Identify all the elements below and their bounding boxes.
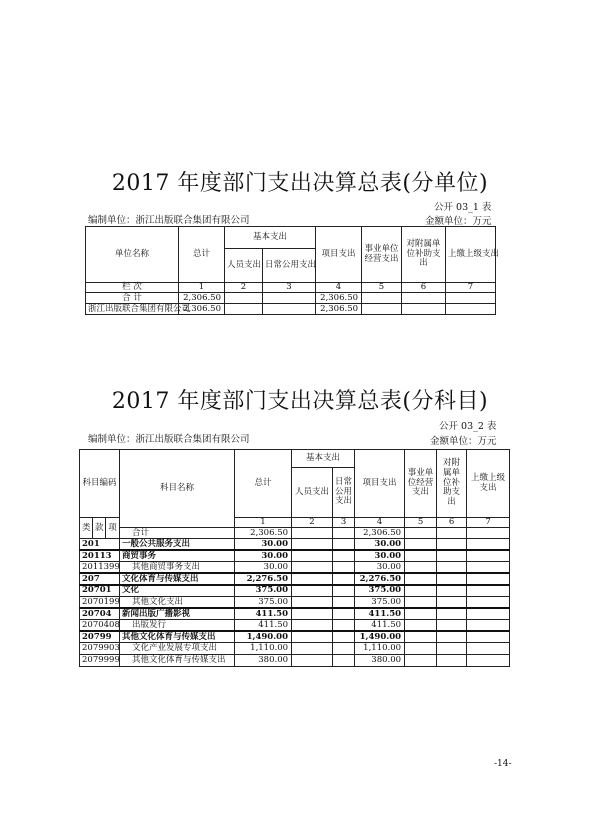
t2-row-project: 30.00 <box>355 539 405 551</box>
t2-header-name: 科目名称 <box>120 450 235 528</box>
t1-cell <box>263 293 316 304</box>
t2-cell <box>405 631 437 643</box>
t2-cell <box>437 643 467 655</box>
t2-cell <box>405 608 437 620</box>
t2-cell <box>333 654 355 666</box>
t1-index-cell: 3 <box>263 283 316 293</box>
t2-cell <box>333 585 355 597</box>
t2-cell <box>333 643 355 655</box>
t2-index-cell: 6 <box>437 518 467 528</box>
table2-amount-unit: 金额单位：万元 <box>430 436 497 447</box>
table1-title: 2017 年度部门支出决算总表(分单位) <box>111 171 489 196</box>
t2-cell <box>405 620 437 632</box>
t1-cell <box>362 304 402 315</box>
t2-row-project: 375.00 <box>355 585 405 597</box>
t2-row-project: 30.00 <box>355 550 405 562</box>
table1-amount-unit: 金额单位：万元 <box>425 216 492 227</box>
t2-cell <box>437 562 467 574</box>
t2-row-total: 1,490.00 <box>235 631 292 643</box>
t1-header-basic: 基本支出 <box>225 227 316 249</box>
t2-cell <box>467 585 510 597</box>
t2-cell <box>292 596 333 608</box>
t2-row-total: 30.00 <box>235 550 292 562</box>
t2-row-total: 375.00 <box>235 585 292 597</box>
t2-cell <box>292 643 333 655</box>
t2-row-project: 411.50 <box>355 608 405 620</box>
t2-cell <box>405 585 437 597</box>
t2-cell <box>292 573 333 585</box>
t2-header-upper: 上缴上级支出 <box>467 450 510 518</box>
t2-cell <box>333 596 355 608</box>
t2-cell <box>437 596 467 608</box>
t2-row-total: 30.00 <box>235 539 292 551</box>
t2-cell <box>405 528 437 539</box>
t1-header-unit-name: 单位名称 <box>86 227 179 283</box>
t2-cell <box>292 528 333 539</box>
t2-cell <box>333 562 355 574</box>
t2-cell <box>292 550 333 562</box>
t2-cell <box>292 539 333 551</box>
t1-cell <box>402 304 446 315</box>
t2-index-cell: 4 <box>355 518 405 528</box>
t2-row-code: 2079999 <box>80 654 120 666</box>
t2-cell <box>467 631 510 643</box>
table1-unit-label: 编制单位：浙江出版联合集团有限公司 <box>88 215 250 226</box>
t2-row-name: 其他文化体育与传媒支出 <box>120 631 235 643</box>
table2-unit-label: 编制单位：浙江出版联合集团有限公司 <box>88 434 250 445</box>
t2-cell <box>292 654 333 666</box>
t2-header-subsidy: 对附属单位补助支出 <box>437 450 467 518</box>
table-row <box>80 643 510 655</box>
t2-cell <box>467 562 510 574</box>
t2-row-code: 2011399 <box>80 562 120 574</box>
t2-cell <box>292 562 333 574</box>
t2-header-business: 事业单位经营支出 <box>405 450 437 518</box>
t2-cell <box>467 528 510 539</box>
t1-cell <box>446 304 496 315</box>
t1-index-cell: 2 <box>225 283 263 293</box>
t2-cell <box>437 528 467 539</box>
t2-cell <box>292 585 333 597</box>
table-row <box>86 304 496 315</box>
t2-header-project: 项目支出 <box>355 450 405 518</box>
table-row <box>80 539 510 551</box>
t2-header-xiang: 项 <box>106 518 120 539</box>
t2-row-project: 375.00 <box>355 596 405 608</box>
t2-row-name: 其他文化体育与传媒支出 <box>120 654 235 666</box>
t2-row-name: 其他文化支出 <box>120 596 235 608</box>
page-number: -14- <box>494 759 512 769</box>
t2-cell <box>333 573 355 585</box>
t2-row-total: 2,306.50 <box>235 528 292 539</box>
t2-row-code: 20113 <box>80 550 120 562</box>
t2-cell <box>437 631 467 643</box>
t2-row-name: 文化产业发展专项支出 <box>120 643 235 655</box>
t2-cell <box>405 562 437 574</box>
table-row <box>80 573 510 585</box>
t1-cell: 2,306.50 <box>316 304 362 315</box>
t2-row-name: 文化 <box>120 585 235 597</box>
t1-cell: 2,306.50 <box>179 293 225 304</box>
t1-cell: 2,306.50 <box>316 293 362 304</box>
t2-cell <box>292 608 333 620</box>
t2-header-total: 总计 <box>235 450 292 518</box>
t2-row-name: 合计 <box>120 528 235 539</box>
t1-cell <box>225 304 263 315</box>
t1-header-personnel: 人员支出 <box>225 249 263 283</box>
t1-cell <box>225 293 263 304</box>
t2-row-project: 411.50 <box>355 620 405 632</box>
t2-cell <box>467 608 510 620</box>
t2-cell <box>437 573 467 585</box>
t2-cell <box>405 654 437 666</box>
t2-cell <box>437 608 467 620</box>
t2-cell <box>333 620 355 632</box>
t2-header-kuan: 款 <box>93 518 106 539</box>
t1-index-cell: 1 <box>179 283 225 293</box>
table1-grid <box>85 226 500 315</box>
t1-header-subsidy: 对附属单位补助支出 <box>402 227 446 283</box>
t2-row-code: 20799 <box>80 631 120 643</box>
table-row <box>80 528 510 539</box>
t2-row-name: 文化体育与传媒支出 <box>120 573 235 585</box>
t2-row-total: 2,276.50 <box>235 573 292 585</box>
t2-row-name: 一般公共服务支出 <box>120 539 235 551</box>
table-row <box>80 631 510 643</box>
table-row <box>80 608 510 620</box>
t2-cell <box>405 643 437 655</box>
t2-index-cell: 1 <box>235 518 292 528</box>
t2-row-name: 新闻出版广播影视 <box>120 608 235 620</box>
t1-cell <box>263 304 316 315</box>
table2-grid <box>79 449 510 667</box>
t2-cell <box>437 550 467 562</box>
t1-index-cell: 5 <box>362 283 402 293</box>
t1-cell: 合 计 <box>86 293 179 304</box>
t2-cell <box>437 585 467 597</box>
t2-cell <box>437 654 467 666</box>
t2-body <box>80 539 510 667</box>
table-row <box>80 585 510 597</box>
table2-form-number: 公开 03_2 表 <box>439 421 497 432</box>
table-row <box>80 596 510 608</box>
table-row <box>80 654 510 666</box>
t2-cell <box>405 550 437 562</box>
table2-title: 2017 年度部门支出决算总表(分科目) <box>111 389 489 414</box>
t1-cell <box>362 293 402 304</box>
t2-cell <box>333 631 355 643</box>
t2-row-code: 2070408 <box>80 620 120 632</box>
t1-index-cell: 6 <box>402 283 446 293</box>
t2-row-project: 1,490.00 <box>355 631 405 643</box>
t1-cell <box>446 293 496 304</box>
t1-index-row <box>86 283 496 293</box>
t2-cell <box>405 573 437 585</box>
t2-cell <box>333 528 355 539</box>
t2-cell <box>333 608 355 620</box>
t2-index-cell: 3 <box>333 518 355 528</box>
t2-index-cell: 7 <box>467 518 510 528</box>
t2-cell <box>292 631 333 643</box>
t2-row-project: 2,276.50 <box>355 573 405 585</box>
t2-cell <box>405 596 437 608</box>
t2-row-name: 出版发行 <box>120 620 235 632</box>
t2-header-basic: 基本支出 <box>292 450 355 468</box>
t2-row-total: 411.50 <box>235 608 292 620</box>
table1-form-number: 公开 03_1 表 <box>434 202 492 213</box>
t2-row-code: 20701 <box>80 585 120 597</box>
t2-row-code: 2070199 <box>80 596 120 608</box>
t2-cell <box>333 539 355 551</box>
table-row <box>86 293 496 304</box>
t2-cell <box>467 654 510 666</box>
table-row <box>80 550 510 562</box>
t1-cell: 浙江出版联合集团有限公司 <box>86 304 179 315</box>
t2-cell <box>467 550 510 562</box>
t2-header-public: 日常公用支出 <box>333 468 355 518</box>
t2-row-project: 2,306.50 <box>355 528 405 539</box>
table-row <box>80 562 510 574</box>
t2-row-code: 207 <box>80 573 120 585</box>
t2-cell <box>405 539 437 551</box>
t2-row-name: 商贸事务 <box>120 550 235 562</box>
t1-cell <box>402 293 446 304</box>
table-row <box>80 620 510 632</box>
t2-row-total: 380.00 <box>235 654 292 666</box>
t2-row-project: 30.00 <box>355 562 405 574</box>
t2-header-lei: 类 <box>80 518 93 539</box>
t2-row-code: 201 <box>80 539 120 551</box>
t1-index-cell: 7 <box>446 283 496 293</box>
t2-row-total: 30.00 <box>235 562 292 574</box>
t2-row-name: 其他商贸事务支出 <box>120 562 235 574</box>
t2-index-cell: 5 <box>405 518 437 528</box>
t2-row-project: 380.00 <box>355 654 405 666</box>
t2-row-code: 2079903 <box>80 643 120 655</box>
t2-cell <box>292 620 333 632</box>
t1-index-cell: 4 <box>316 283 362 293</box>
t2-cell <box>437 539 467 551</box>
t2-row-total: 1,110.00 <box>235 643 292 655</box>
t2-header-personnel: 人员支出 <box>292 468 333 518</box>
t2-cell <box>467 539 510 551</box>
t2-cell <box>333 550 355 562</box>
t2-index-cell: 2 <box>292 518 333 528</box>
t2-cell <box>467 596 510 608</box>
t1-header-project: 项目支出 <box>316 227 362 283</box>
t1-header-business: 事业单位经营支出 <box>362 227 402 283</box>
t1-header-public: 日常公用支出 <box>263 249 316 283</box>
t2-row-project: 1,110.00 <box>355 643 405 655</box>
t2-cell <box>467 573 510 585</box>
t1-header-upper: 上缴上级支出 <box>446 227 496 283</box>
t2-row-total: 375.00 <box>235 596 292 608</box>
t2-header-code: 科目编码 <box>80 450 120 518</box>
t2-cell <box>467 620 510 632</box>
t2-row-total: 411.50 <box>235 620 292 632</box>
t1-index-cell: 栏 次 <box>86 283 179 293</box>
t2-cell <box>467 643 510 655</box>
t1-header-total: 总计 <box>179 227 225 283</box>
t2-cell <box>437 620 467 632</box>
t2-row-code: 20704 <box>80 608 120 620</box>
t1-cell: 2,306.50 <box>179 304 225 315</box>
